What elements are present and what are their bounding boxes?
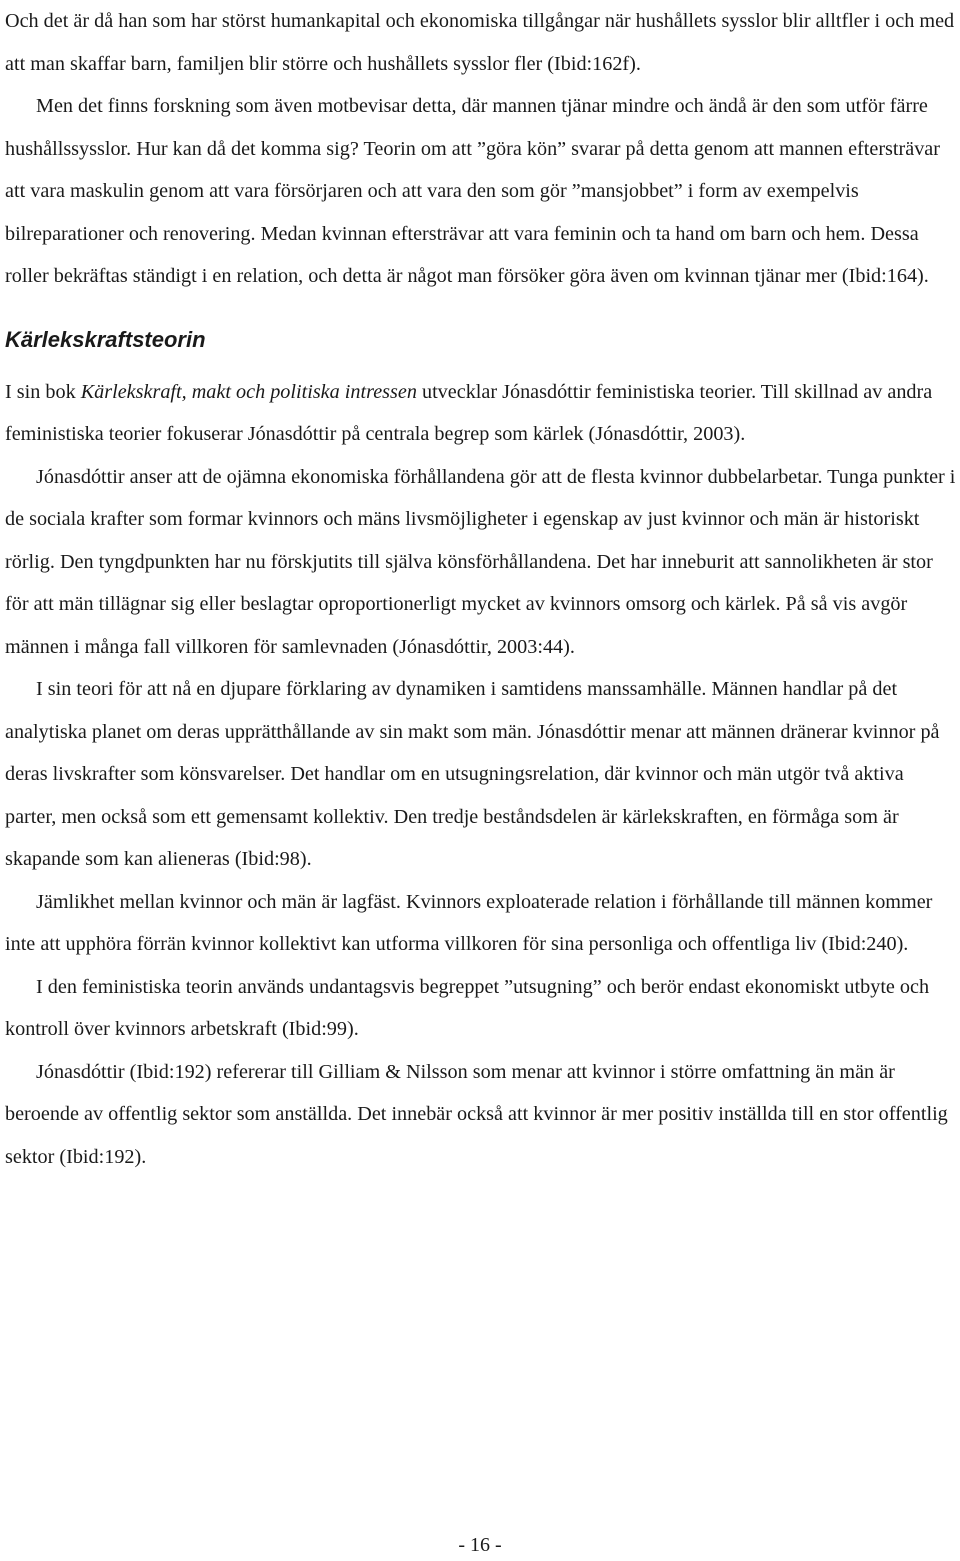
paragraph-7: Jónasdóttir (Ibid:192) refererar till Gilliam & Nilsson som menar att kvinnor i större omfattning än män är beroende av offentlig sektor som anställda. Det innebär också att kvinnor är mer positiv inställda till en stor offentlig sektor (Ibid:192). <box>5 1060 948 1168</box>
intro-text-after: utvecklar Jónasdóttir feministiska teorier. Till skillnad av andra feministiska teorier fokuserar Jónasdóttir på centrala begrep som kärlek (Jónasdóttir, 2003). <box>5 380 933 445</box>
paragraph-intro <box>5 371 957 456</box>
book-title: Kärlekskraft, makt och politiska intressen <box>80 380 417 403</box>
paragraph-1: Och det är då han som har störst humankapital och ekonomiska tillgångar när hushållets sysslor blir alltfler i och med att man skaffar barn, familjen blir större och hushållets sysslor fler (Ibid:162f). <box>5 10 955 75</box>
paragraph-2: Men det finns forskning som även motbevisar detta, där mannen tjänar mindre och ändå är den som utför färre hushållssysslor. Hur kan då det komma sig? Teorin om att ”göra kön” svarar på detta genom att mannen eftersträvar att vara maskulin genom att vara försörjaren och att vara den som gör ”mansjobbet” i form av exempelvis bilreparationer och renovering. Medan kvinnan eftersträvar att vara feminin och ta hand om barn och hem. Dessa roller bekräftas ständigt i en relation, och detta är något man försöker göra även om kvinnan tjänar mer (Ibid:164). <box>5 95 940 287</box>
document-page <box>5 0 957 1178</box>
paragraph-5: Jämlikhet mellan kvinnor och män är lagfäst. Kvinnors exploaterade relation i förhållande till männen kommer inte att upphöra förrän kvinnor kollektivt kan utforma villkoren för sina personliga och offentliga liv (Ibid:240). <box>5 890 933 955</box>
intro-text-before: I sin bok <box>5 380 81 403</box>
page-number: - 16 - <box>458 1534 502 1556</box>
paragraph-3: Jónasdóttir anser att de ojämna ekonomiska förhållandena gör att de flesta kvinnor dubbelarbetar. Tunga punkter i de sociala krafter som formar kvinnors och mäns livsmöjligheter i egenskap av just kvinnor och män är historiskt rörlig. Den tyngdpunkten har nu förskjutits till själva könsförhållandena. Det har inneburit att sannolikheten är stor för att män tillägnar sig eller beslagtar oproportionerligt mycket av kvinnors omsorg och kärlek. På så vis avgör männen i många fall villkoren för samlevnaden (Jónasdóttir, 2003:44). <box>5 465 956 658</box>
paragraph-6: I den feministiska teorin används undantagsvis begreppet ”utsugning” och berör endast ekonomiskt utbyte och kontroll över kvinnors arbetskraft (Ibid:99). <box>5 975 930 1040</box>
section-heading: Kärlekskraftsteorin <box>5 326 206 352</box>
paragraph-4: I sin teori för att nå en djupare förklaring av dynamiken i samtidens manssamhälle. Männen handlar på det analytiska planet om deras upprätthållande av sin makt som män. Jónasdóttir menar att männen dränerar kvinnor på deras livskrafter som könsvarelser. Det handlar om en utsugningsrelation, där kvinnor och män utgör två aktiva parter, men också som ett gemensamt kollektiv. Den tredje beståndsdelen är kärlekskraften, en förmåga som är skapande som kan alieneras (Ibid:98). <box>5 678 940 870</box>
